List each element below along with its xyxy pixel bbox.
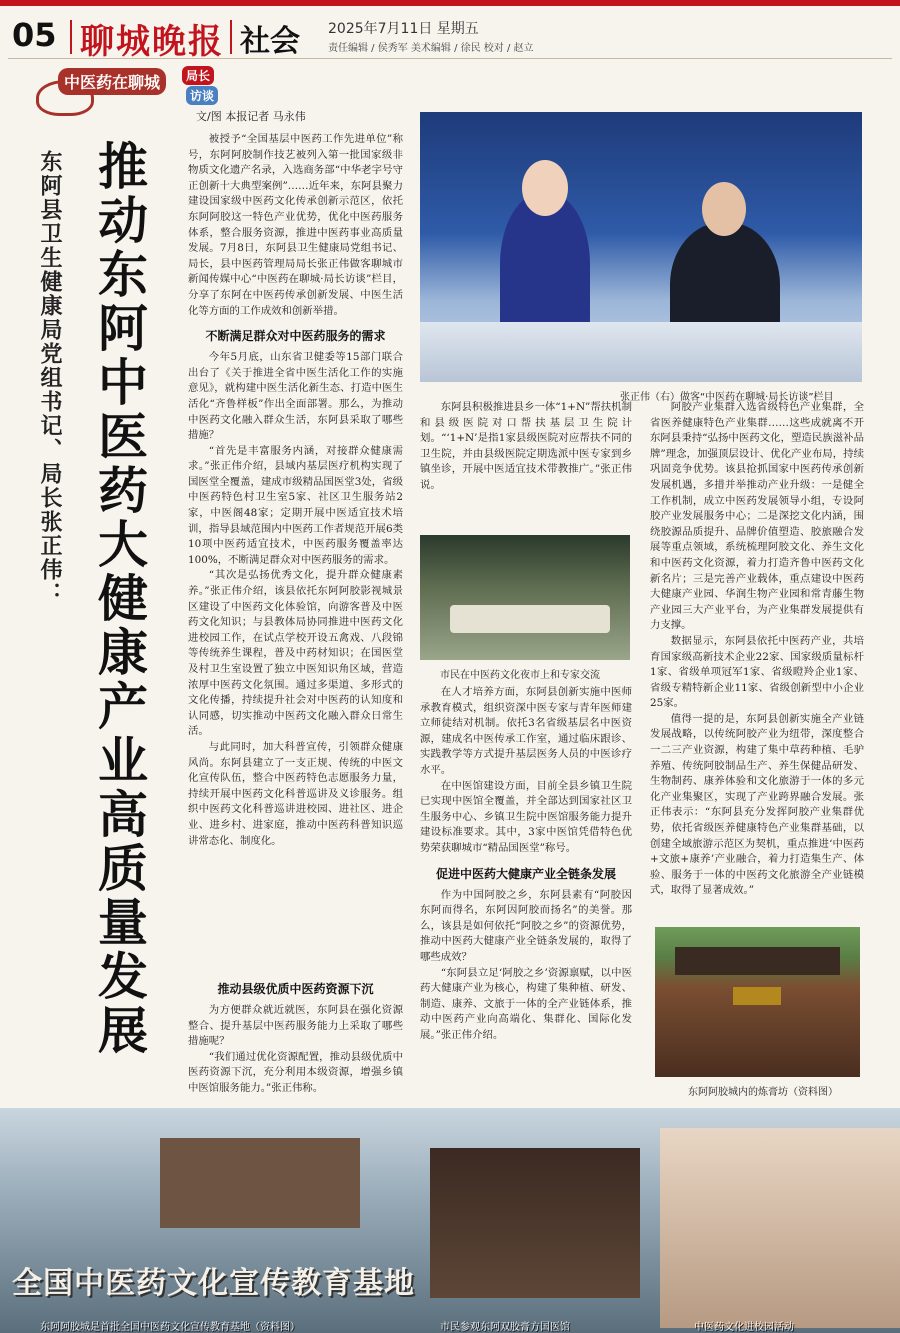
column-name: 中医药在聊城 — [58, 68, 166, 95]
paragraph: 值得一提的是，东阿县创新实施全产业链发展战略，以传统阿胶产业为纽带，深度整合一二三产业资源，构建了集中草药种植、毛驴养殖、传统阿胶制品生产、养生保健品研发、生物制药、康养体验和文化旅游于一体的多元化产业集聚区，实现了产业跨界融合发展。张正伟表示：“东阿县充分发挥阿胶产业集群优势，依托省级医养健康特色产业集群基础，以创建全域旅游示范区为契机，重点推进‘中医药+文旅+康养’产业融合，着力打造集生产、体验、服务于一体的中医药文化旅游全产业链模式，取得了显著成效。” — [650, 712, 864, 897]
paragraph: 数据显示，东阿县依托中医药产业，共培育国家级高新技术企业22家、国家级质量标杆1家、省级单项冠军1家、省级瞪羚企业1家、省级专精特新企业11家、省级创新型中小企业25家。 — [650, 634, 864, 710]
banner-caption: 市民参观东阿双胶膏方国医馆 — [440, 1322, 570, 1333]
article-column-3 — [650, 400, 864, 900]
bottom-photo-banner — [0, 1108, 900, 1333]
paragraph: “东阿县立足‘阿胶之乡’资源禀赋，以中医药大健康产业为核心，构建了集种植、研发、制造、康养、文旅于一体的全产业链体系，推动中医药产业向高端化、集群化、国际化发展。”张正伟介绍。 — [420, 966, 632, 1041]
paragraph: 阿胶产业集群入选省级特色产业集群，全省医养健康特色产业集群……这些成就离不开东阿县秉持“弘扬中医药文化，塑造民族滋补品牌”理念，加强顶层设计、优化产业布局，持续巩固竞争优势。该县抢抓国家中医药传承创新发展机遇，多措并举推动产业升级：一是健全工作机制，成立中医药发展领导小组，专设阿胶产业发展服务中心；二是深挖文化内涵，围绕胶源品质提升、品牌价值塑造、胶旅融合发展等重点领域，系统梳理阿胶文化、养生文化和中医药文化资源，着力打造齐鲁中医药文化新名片；三是完善产业载体，重点建设中医药大健康产业园、华润生物产业园和常青藤生物产业园三大产业平台，为产业集群发展提供有力支撑。 — [650, 401, 864, 632]
paragraph: 东阿县积极推进县乡一体“1+N”帮扶机制和县级医院对口帮扶基层卫生院计划。“‘1+N’是指1家县级医院对应帮扶不同的卫生院，并由县级医院定期选派中医专家到乡镇坐诊，开展中医适宜技术带教推广。”张正伟说。 — [420, 401, 632, 491]
paragraph: 与此同时，加大科普宣传，引领群众健康风尚。东阿县建立了一支正规、传统的中医文化宣传队伍，整合中医药特色志愿服务力量，持续开展中医药文化科普巡讲及义诊服务。组织中医药文化科普巡讲进校园、进社区、进企业、进乡村、进家庭，推动中医药科普知识巡讲常态化、制度化。 — [188, 740, 403, 847]
paragraph: “我们通过优化资源配置，推动县级优质中医药资源下沉，充分利用本级资源，增强乡镇中医馆服务能力。”张正伟称。 — [188, 1050, 403, 1094]
photo-caption: 市民在中医药文化夜市上和专家交流 — [440, 670, 600, 681]
paragraph: 在中医馆建设方面，目前全县乡镇卫生院已实现中医馆全覆盖，并全部达到国家社区卫生服务中心、乡镇卫生院中医馆服务能力提升建设标准要求。其中，3家中医馆凭借特色优势荣获聊城市“精品国医堂”称号。 — [420, 779, 632, 854]
school-activity-photo — [660, 1128, 900, 1328]
paragraph: 今年5月底，山东省卫健委等15部门联合出台了《关于推进全省中医生活化工作的实施意见》，就构建中医生活化新生态、打造中医生活化“齐鲁样板”作出全面部署。那么，为推动中医药文化融入群众生活，东阿县采取了哪些措施？ — [188, 351, 403, 442]
paragraph: “其次是弘扬优秀文化，提升群众健康素养。”张正伟介绍，该县依托东阿阿胶影视城景区建设了中医药文化体验馆，向游客普及中医药文化知识；与县教体局协同推进中医药文化进校园工作，在试点学校开设五禽戏、八段锦等传统养生课程，普及中药材知识；在国医堂及村卫生室设置了独立中医知识角区域，营造浓厚中医药文化氛围。通过多渠道、多形式的文化传播，持续提升社会对中医药的认知度和认同感，切实推动中医药文化融入群众日常生活。 — [188, 569, 403, 738]
gelatin-workshop-photo — [655, 927, 860, 1077]
column-sub-label-2: 访谈 — [186, 86, 218, 105]
paragraph: 为方便群众就近就医，东阿县在强化资源整合、提升基层中医药服务能力上采取了哪些措施呢？ — [188, 1004, 403, 1048]
paragraph: “首先是丰富服务内涵，对接群众健康需求。”张正伟介绍，县域内基层医疗机构实现了国医堂全覆盖，建成市级精品国医堂3处，省级中医药特色村卫生室5家、社区卫生服务站2家，中医阁48家；定期开展中医适宜技术培训，指导县域范围内中医药工作者规范开展6类10项中医药适宜技术，中医药服务覆盖率达100%，不断满足群众对中医药服务的需求。 — [188, 444, 403, 566]
consultation-table — [450, 605, 610, 633]
paragraph: 在人才培养方面，东阿县创新实施中医师承教育模式，组织资深中医专家与青年医师建立师徒结对机制。依托3名省级基层名中医资源，建成名中医传承工作室，通过临床跟诊、实践教学等方式提升基层医务人员的中医诊疗水平。 — [420, 686, 632, 776]
night-market-photo — [420, 535, 630, 660]
female-host-head — [522, 160, 568, 216]
issue-date: 2025年7月11日 星期五 — [328, 21, 479, 37]
interview-studio-photo — [420, 112, 862, 382]
page-number: 05 — [12, 16, 57, 54]
column-badge — [36, 66, 226, 112]
section-heading: 不断满足群众对中医药服务的需求 — [205, 329, 386, 344]
article-column-2-lower — [420, 685, 632, 1095]
banner-caption: 东阿阿胶城是首批全国中医药文化宣传教育基地（资料图） — [40, 1322, 300, 1333]
masthead — [8, 12, 892, 62]
intro-paragraph: 被授予“全国基层中医药工作先进单位”称号，东阿阿胶制作技艺被列入第一批国家级非物质文化遗产名录，入选商务部“中华老字号守正创新十大典型案例”……近年来，东阿县聚力建设国家级中医药文化传承创新示范区，依托东阿阿胶这一特色产业优势，优化中医药服务体系，整合服务资源，推进中医药事业高质量发展。7月8日，东阿县卫生健康局党组书记、局长，县中医药管理局局长张正伟做客聊城市新闻传媒中心“中医药在聊城·局长访谈”栏目，分享了东阿在中医药传承创新发展、中医生活化等方面的工作成效和创新举措。 — [188, 133, 403, 317]
section-name: 社会 — [240, 24, 300, 59]
banner-caption: 中医药文化进校园活动 — [694, 1322, 794, 1333]
photo-caption: 东阿阿胶城内的炼膏坊（资料图） — [688, 1087, 838, 1098]
article-column-2 — [420, 400, 632, 520]
article-subtitle: 东阿县卫生健康局党组书记、局长张正伟： — [37, 150, 63, 606]
building-sign — [733, 987, 781, 1005]
article-column-1-lower — [188, 980, 403, 1100]
editor-credits: 责任编辑 / 侯秀军 美术编辑 / 徐民 校对 / 赵立 — [328, 43, 534, 54]
byline: 文/图 本报记者 马永伟 — [196, 110, 306, 123]
paper-name: 聊城晚报 — [80, 22, 224, 62]
building-roof — [675, 947, 840, 975]
article-column-1 — [188, 132, 403, 847]
section-heading: 推动县级优质中医药资源下沉 — [217, 982, 374, 996]
masthead-divider — [230, 20, 232, 54]
photo-caption: 张正伟（右）做客“中医药在聊城·局长访谈”栏目 — [620, 392, 834, 403]
article-title: 推动东阿中医药大健康产业高质量发展 — [90, 140, 149, 1058]
clinic-interior-photo — [430, 1148, 640, 1298]
section-heading: 促进中医药大健康产业全链条发展 — [435, 866, 616, 881]
banner-title: 全国中医药文化宣传教育基地 — [12, 1266, 415, 1301]
masthead-divider — [70, 20, 72, 54]
guest-head — [702, 182, 746, 236]
city-gate-photo — [160, 1138, 360, 1228]
top-red-rule — [0, 0, 900, 6]
column-sub-label: 局长 — [182, 66, 214, 85]
paragraph: 作为中国阿胶之乡，东阿县素有“阿胶因东阿而得名，东阿因阿胶而扬名”的美誉。那么，该县是如何依托“阿胶之乡”的资源优势，推动中医药大健康产业全链条发展的，取得了哪些成效？ — [420, 888, 632, 963]
studio-desk — [420, 322, 862, 382]
